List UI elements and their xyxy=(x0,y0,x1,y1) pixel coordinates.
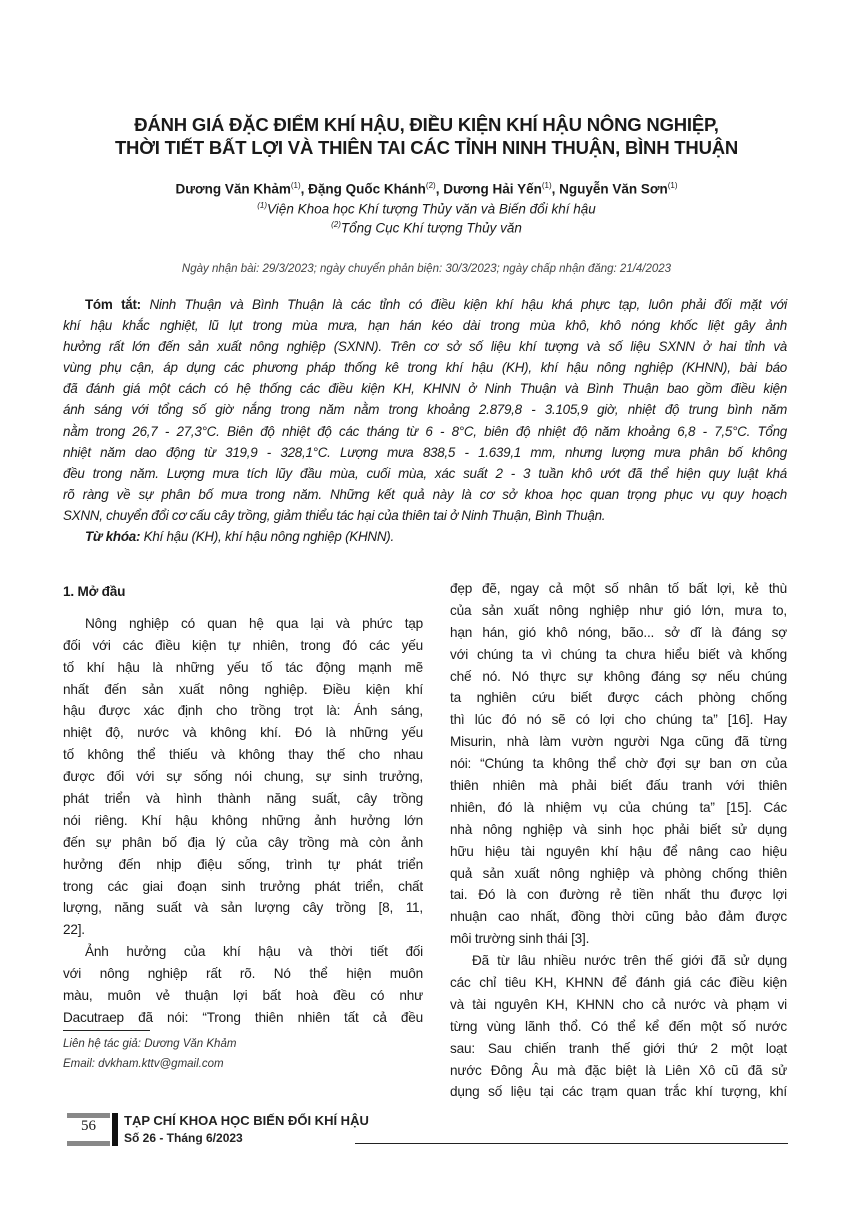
body-text-line: màu, muôn vẻ thuận lợi bất hoà đều có như xyxy=(63,988,423,1004)
affiliation-mark: (1) xyxy=(257,201,268,210)
author-affiliation-mark: (2) xyxy=(425,181,436,190)
journal-issue: Số 26 - Tháng 6/2023 xyxy=(124,1131,243,1145)
author-name: , Nguyễn Văn Sơn xyxy=(551,181,668,197)
body-text-line: đến sự phân bố địa lý của cây trồng mà còn ảnh xyxy=(63,834,423,850)
abstract-line: hưởng rất lớn đến sản xuất nông nghiệp (SXNN). Trên cơ sở số liệu khí tượng và số liệu SXNN ở hai tỉnh và xyxy=(63,339,787,355)
abstract-line xyxy=(63,294,787,315)
body-text-line: nói riêng. Khí hậu không những ảnh hưởng lớn xyxy=(63,812,423,828)
body-text-line: Ảnh hưởng của khí hậu và thời tiết đối xyxy=(85,944,423,960)
body-text-line: được đối với sự sống nói chung, sự sinh trưởng, xyxy=(63,769,423,785)
body-text-line: hữu hiệu tài nguyên khí hậu để nâng cao hiệu xyxy=(450,843,787,859)
footer-vertical-bar xyxy=(112,1113,118,1146)
body-text-line: quả sản xuất nông nghiệp và phòng chống thiên xyxy=(450,865,787,881)
body-text-line: thiên nhiên mà phải biết đấu tranh với thiên xyxy=(450,778,787,794)
footer-bar-bottom xyxy=(67,1141,110,1146)
author-affiliation-mark: (1) xyxy=(667,181,678,190)
body-text-line: phát triển và hình thành năng suất, cây trồng xyxy=(63,791,423,807)
body-text-line: sau: Sau chiến tranh thế giới thứ 2 một loạt xyxy=(450,1040,787,1056)
body-text-line: trong các giai đoạn sinh trưởng phát triển, chất xyxy=(63,878,423,894)
body-text-line: ta nghiên cứu biết được cách phòng chống xyxy=(450,690,787,706)
author-list xyxy=(0,181,853,197)
title-line: ĐÁNH GIÁ ĐẶC ĐIỂM KHÍ HẬU, ĐIỀU KIỆN KHÍ HẬU NÔNG NGHIỆP, xyxy=(134,114,719,135)
body-text-line: hậu được xác định cho trồng trọt là: Ánh sáng, xyxy=(63,703,423,719)
abstract-line: rõ ràng về sự phân bố mưa trong năm. Những kết quả này là cơ sở khoa học quan trọng phục vụ quy hoạch xyxy=(63,486,787,502)
body-text-line: các chỉ tiêu KH, KHNN để đánh giá các điều kiện xyxy=(450,975,787,991)
author-affiliation-mark: (1) xyxy=(290,181,301,190)
body-text-line: nhuận cao nhất, đồng thời cũng bảo đảm được xyxy=(450,909,787,925)
affiliation-mark: (2) xyxy=(331,220,341,229)
body-text-line: tố không thể thiếu và không thay thế cho nhau xyxy=(63,747,423,763)
footnote-divider xyxy=(63,1030,150,1031)
abstract-line: nằm trong 26,7 - 27,3°C. Biên độ nhiệt độ các tháng từ 6 - 8°C, biên độ nhiệt độ năm khoảng 6,8 - 7,5°C. Tổng xyxy=(63,423,787,439)
body-text-line: dụng số liệu tại các trạm quan trắc khí tượng, khí xyxy=(450,1084,787,1100)
body-text-line: Đã từ lâu nhiều nước trên thế giới đã sử dụng xyxy=(472,953,787,969)
body-text-line: môi trường sinh thái [3]. xyxy=(450,931,590,947)
author-name: , Đặng Quốc Khánh xyxy=(300,181,426,197)
abstract-label: Tóm tắt: xyxy=(85,297,141,312)
left-column xyxy=(63,581,423,1029)
affiliation xyxy=(0,220,853,236)
body-text-line: hạn hán, gió khô nóng, bão... sở dĩ là đáng sợ xyxy=(450,624,787,640)
body-text-line: hưởng đến nhịp điệu sống, trình tự phát triển xyxy=(63,856,423,872)
abstract-line: đều trong năm. Lượng mưa tích lũy đầu mùa, cuối mùa, xác suất 2 - 3 tuần khô ướt đã thể hiện quy luật khá xyxy=(63,465,787,481)
author-name: , Dương Hải Yến xyxy=(435,181,542,197)
abstract-line: khí hậu khắc nghiệt, lũ lụt trong mùa mưa, hạn hán kéo dài trong mùa khô, khô nóng khốc liệt gây ảnh xyxy=(63,318,787,334)
affiliation-text: Viện Khoa học Khí tượng Thủy văn và Biến đổi khí hậu xyxy=(267,201,596,217)
body-text-line: với nông nghiệp rất rõ. Nó thể hiện muôn xyxy=(63,966,423,982)
body-text-line: của sản xuất nông nghiệp như gió lớn, mưa to, xyxy=(450,602,787,618)
body-text-line: Nông nghiệp có quan hệ qua lại và phức tạp xyxy=(85,615,423,631)
footnote-email: Email: dvkham.kttv@gmail.com xyxy=(63,1058,224,1070)
body-text-line: với chúng ta vì chúng ta chưa hiểu biết và khống xyxy=(450,646,787,662)
page-number: 56 xyxy=(81,1118,96,1134)
body-text-line: và tài nguyên KH, KHNN cho cả nước và phạm vi xyxy=(450,996,787,1012)
abstract-text: Ninh Thuận và Bình Thuận là các tỉnh có điều kiện khí hậu khá phực tạp, luôn phải đối mặt với xyxy=(149,297,787,312)
submission-dates: Ngày nhận bài: 29/3/2023; ngày chuyển phản biện: 30/3/2023; ngày chấp nhận đăng: 21/4/2023 xyxy=(181,263,672,275)
footer-rule xyxy=(355,1143,788,1144)
abstract-line: SXNN, chuyển đổi cơ cấu cây trồng, giảm thiểu tác hại của thiên tai ở Ninh Thuận, Bình Thuận. xyxy=(63,507,606,523)
body-text-line: đối với các điều kiện tự nhiên, trong đó các yếu xyxy=(63,637,423,653)
body-text-line: chế nó. Nó thực sự không đáng sợ nếu chúng xyxy=(450,668,787,684)
author-name: Dương Văn Khảm xyxy=(175,181,291,197)
body-text-line: Misurin, nhà làm vườn người Nga cũng đã từng xyxy=(450,734,787,750)
affiliation-text: Tổng Cục Khí tượng Thủy văn xyxy=(340,220,522,236)
keywords-label: Từ khóa: xyxy=(85,529,141,545)
title-line: THỜI TIẾT BẤT LỢI VÀ THIÊN TAI CÁC TỈNH NINH THUẬN, BÌNH THUẬN xyxy=(114,137,739,158)
body-text-line: nói: “Chúng ta không thể chờ đợi sự ban ơn của xyxy=(450,756,787,772)
body-text-line: 22]. xyxy=(63,922,85,938)
article-title xyxy=(0,113,853,159)
body-text-line: nhà nông nghiệp và sinh học phải biết sử dụng xyxy=(450,821,787,837)
body-text-line: nhất đến sản xuất nông nghiệp. Điều kiện khí xyxy=(63,681,423,697)
right-column xyxy=(450,578,787,1103)
body-text-line: nhiên, đó là nhiệm vụ của chúng ta” [15]. Các xyxy=(450,799,787,815)
body-text-line: nước Đông Âu mà đặc biệt là Liên Xô cũ đã sử xyxy=(450,1062,787,1078)
body-text-line: lượng, năng suất và sản lượng cây trồng [8, 11, xyxy=(63,900,423,916)
author-affiliation-mark: (1) xyxy=(541,181,552,190)
footnote-contact: Liên hệ tác giả: Dương Văn Khảm xyxy=(63,1038,237,1050)
keywords-text: Khí hậu (KH), khí hậu nông nghiệp (KHNN). xyxy=(143,529,394,545)
abstract-line: vùng phụ cận, áp dụng các phương pháp thống kê trong khí hậu (KH), khí hậu nông nghiệp (KHNN), bài báo xyxy=(63,360,787,376)
body-text-line: từng vùng lãnh thổ. Có thể kể đến một số nước xyxy=(450,1018,787,1034)
body-text-line: tai. Đó là con đường rẻ tiền nhất thu được lợi xyxy=(450,887,787,903)
body-text-line: nhiệt độ, nước và không khí. Đó là những yếu xyxy=(63,725,423,741)
section-heading: 1. Mở đầu xyxy=(63,584,126,599)
body-text-line: thì lúc đó nó sẽ có lợi cho chúng ta” [16]. Hay xyxy=(450,712,787,728)
abstract xyxy=(63,294,787,547)
abstract-line: ánh sáng với tổng số giờ nắng trong năm nằm trong khoảng 2.879,8 - 3.105,9 giờ, nhiệt độ trung bình năm xyxy=(63,402,787,418)
body-text-line: tố khí hậu là những yếu tố tác động mạnh mẽ xyxy=(63,659,423,675)
abstract-line: đã đánh giá một cách có hệ thống các điều kiện KH, KHNN ở Ninh Thuận và Bình Thuận bao gồm điều kiện xyxy=(63,381,787,397)
body-text-line: đẹp đẽ, ngay cả một số nhân tố bất lợi, kẻ thù xyxy=(450,581,787,596)
body-text-line: Dacutraep đã nói: “Trong thiên nhiên tất cả đều xyxy=(63,1009,423,1025)
journal-name: TẠP CHÍ KHOA HỌC BIẾN ĐỔI KHÍ HẬU xyxy=(124,1113,369,1128)
abstract-line: nhiệt năm dao động từ 319,9 - 328,1°C. Lượng mưa 838,5 - 1.639,1 mm, nhưng lượng mưa phân bố không xyxy=(63,444,787,460)
keywords-line xyxy=(63,526,787,547)
affiliation xyxy=(0,201,853,217)
